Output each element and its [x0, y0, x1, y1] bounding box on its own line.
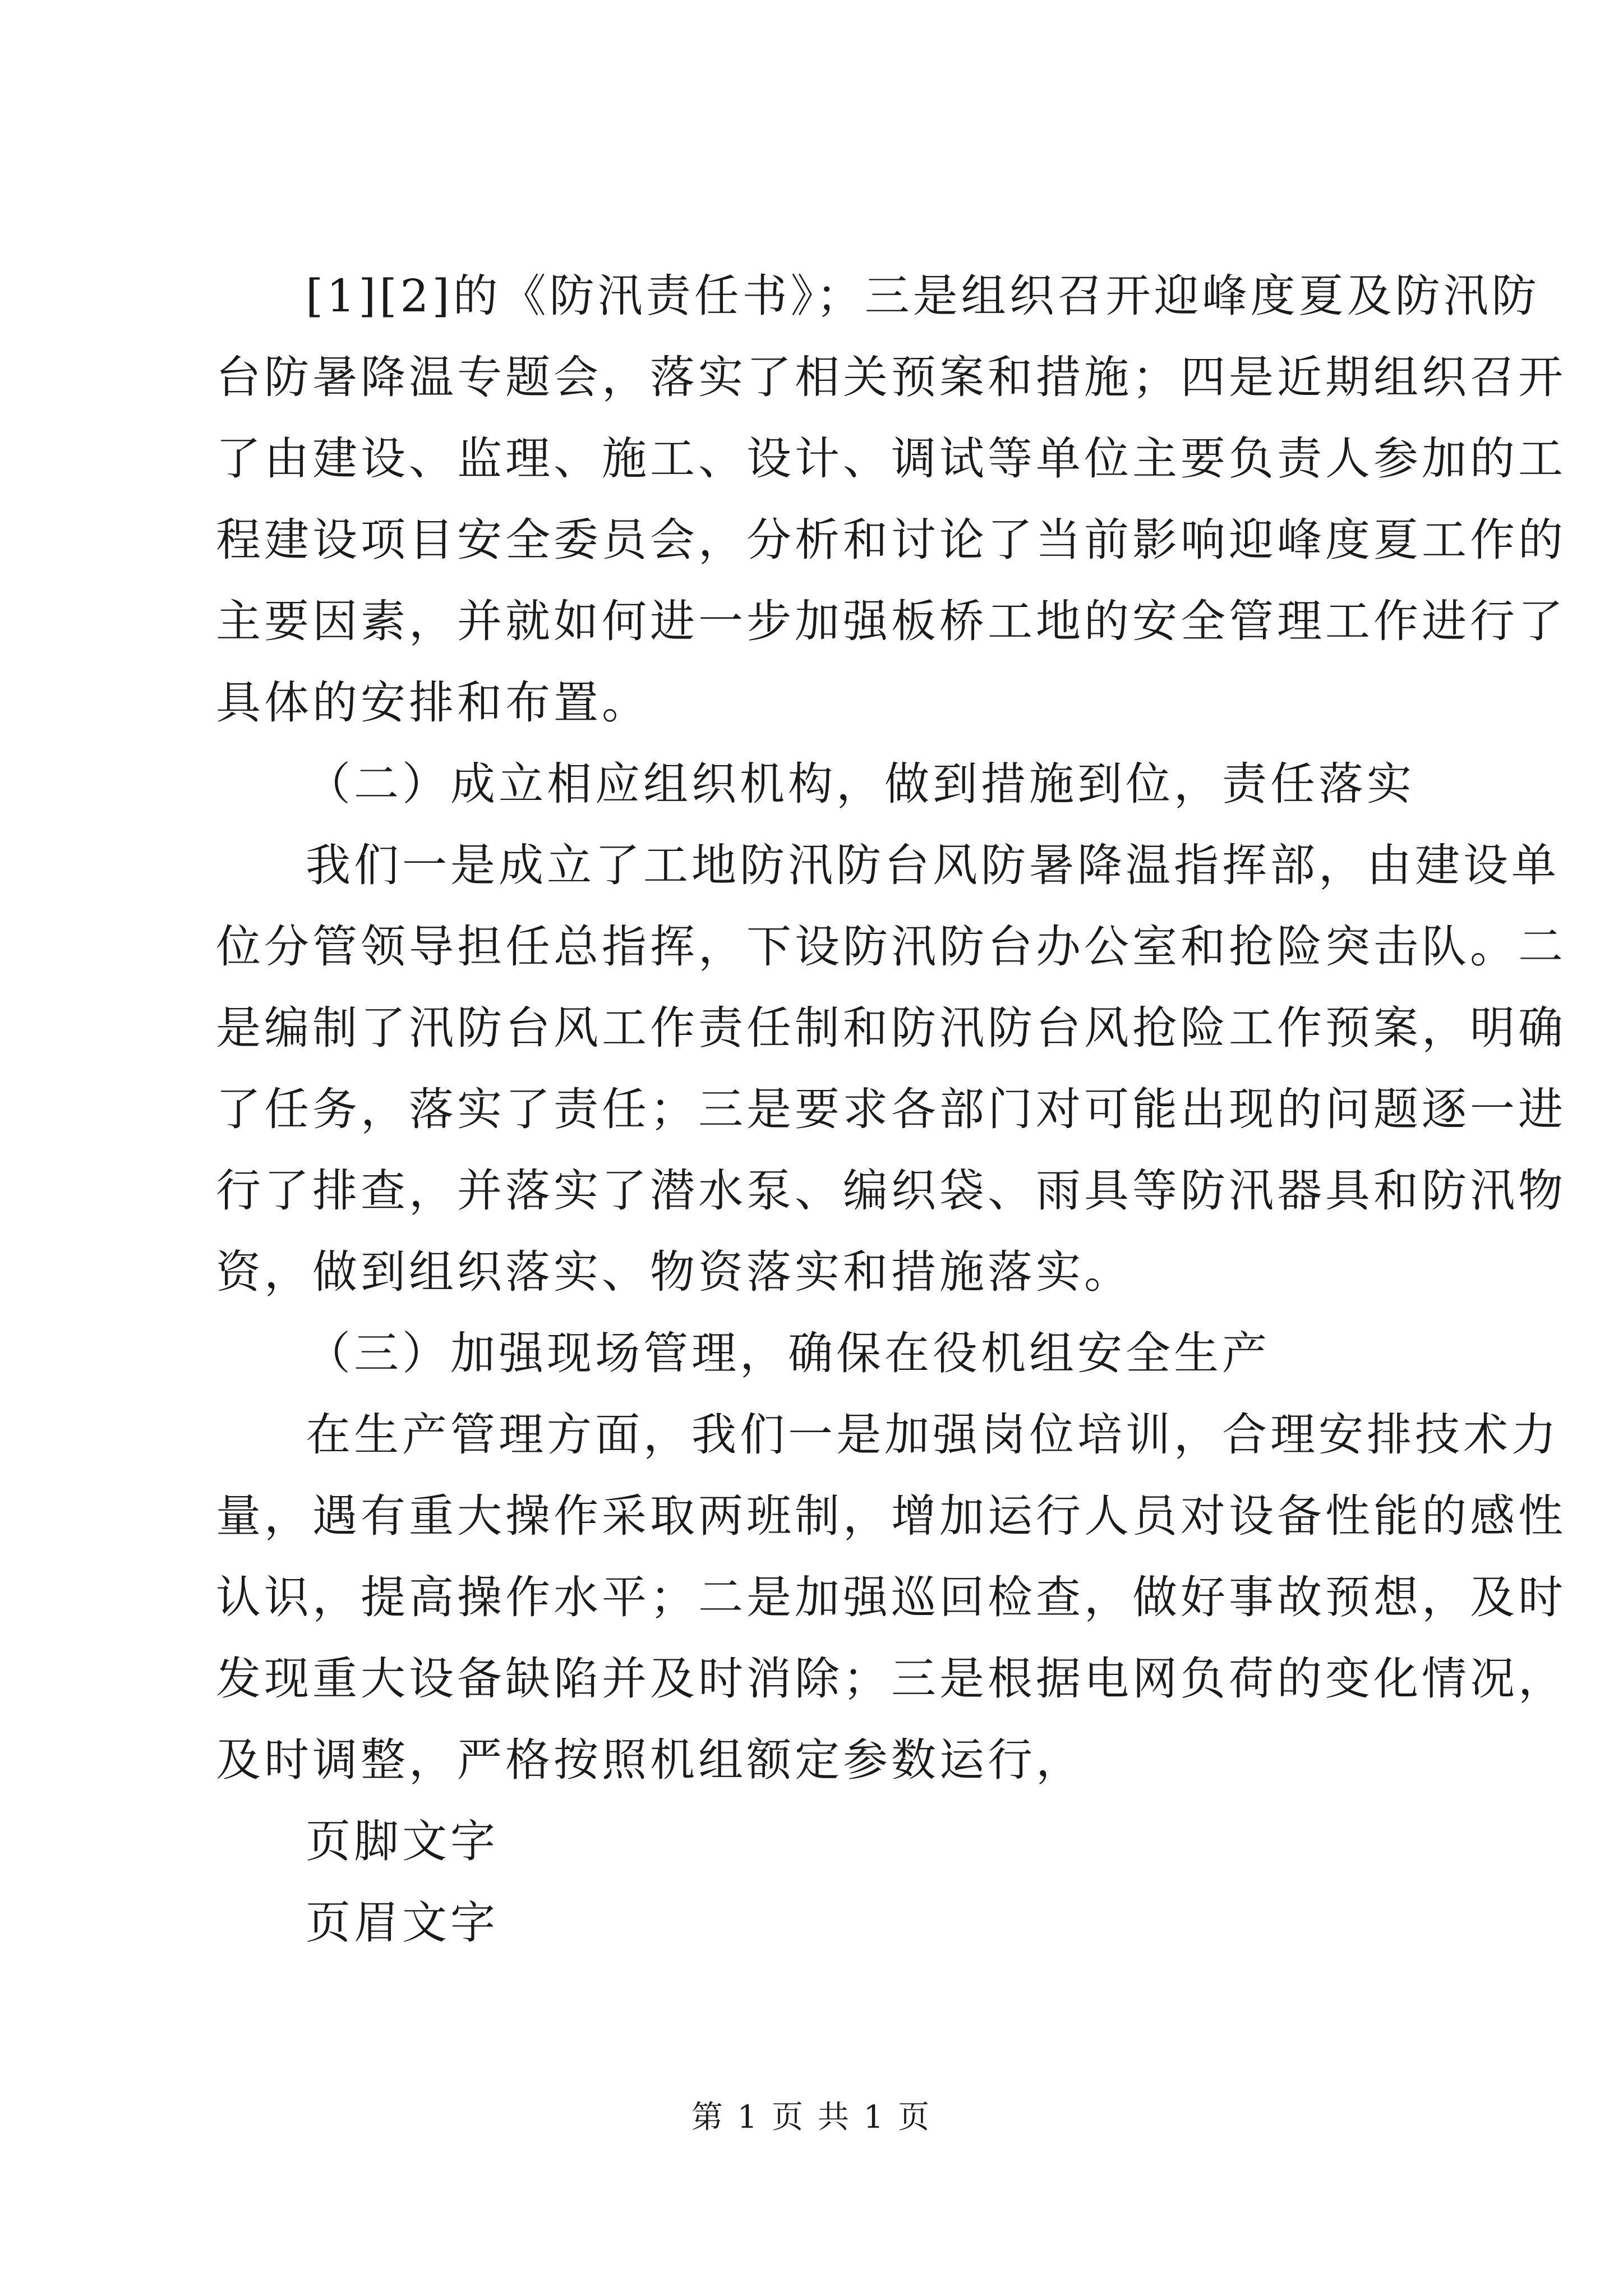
section-heading-3: （三）加强现场管理，确保在役机组安全生产: [306, 1327, 1270, 1379]
page-number: 第 1 页 共 1 页: [691, 2099, 932, 2136]
text-line: 我们一是成立了工地防汛防台风防暑降温指挥部，由建设单: [306, 839, 1560, 891]
text-line: 及时调整，严格按照机组额定参数运行，: [216, 1734, 1084, 1786]
text-line: 在生产管理方面，我们一是加强岗位培训，合理安排技术力: [306, 1409, 1560, 1461]
text-line: 了任务，落实了责任；三是要求各部门对可能出现的问题逐一进: [216, 1083, 1566, 1135]
text-line: 具体的安排和布置。: [216, 677, 650, 729]
text-line: 了由建设、监理、施工、设计、调试等单位主要负责人参加的工: [216, 432, 1566, 485]
text-line: 程建设项目安全委员会，分析和讨论了当前影响迎峰度夏工作的: [216, 514, 1566, 566]
text-line: 是编制了汛防台风工作责任制和防汛防台风抢险工作预案，明确: [216, 1002, 1566, 1054]
text-line: 量，遇有重大操作采取两班制，增加运行人员对设备性能的感性: [216, 1490, 1566, 1542]
footer-text-line: 页脚文字: [306, 1815, 499, 1867]
text-line: 主要因素，并就如何进一步加强板桥工地的安全管理工作进行了: [216, 595, 1566, 647]
section-heading-2: （二）成立相应组织机构，做到措施到位，责任落实: [306, 758, 1415, 810]
text-line: 资，做到组织落实、物资落实和措施落实。: [216, 1246, 1132, 1298]
text-line: 发现重大设备缺陷并及时消除；三是根据电网负荷的变化情况，: [216, 1653, 1566, 1705]
text-line: 认识，提高操作水平；二是加强巡回检查，做好事故预想，及时: [216, 1571, 1566, 1623]
text-line: 台防暑降温专题会，落实了相关预案和措施；四是近期组织召开: [216, 351, 1566, 403]
text-line: 行了排查，并落实了潜水泵、编织袋、雨具等防汛器具和防汛物: [216, 1165, 1566, 1217]
text-line: 位分管领导担任总指挥，下设防汛防台办公室和抢险突击队。二: [216, 921, 1566, 973]
document-body: [216, 255, 1566, 1963]
header-text-line: 页眉文字: [306, 1897, 499, 1949]
text-line: [1][2]的《防汛责任书》；三是组织召开迎峰度夏及防汛防: [306, 270, 1540, 322]
